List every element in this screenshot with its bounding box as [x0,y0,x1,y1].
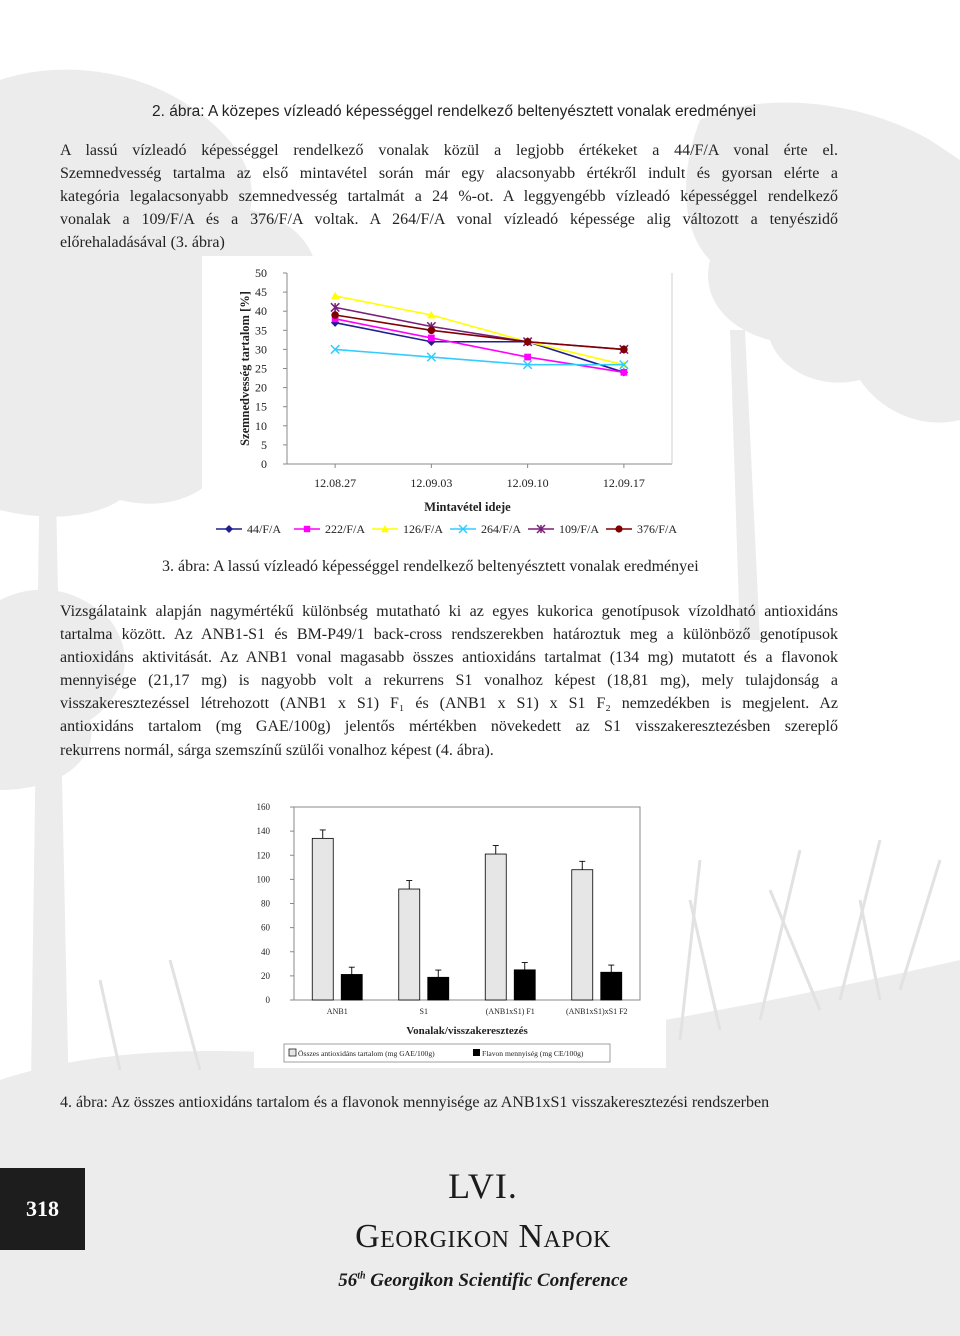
y-tick-label: 160 [256,802,270,812]
y-tick-label: 60 [261,922,270,933]
figure-3-line-chart [202,256,682,546]
square-marker [304,526,310,532]
figure-3-caption: 3. ábra: A lassú vízleadó képességgel rendelkező beltenyésztett vonalak eredményei [162,558,699,575]
x-tick-label: 12.09.03 [410,476,453,490]
legend-label: 376/F/A [637,522,678,536]
y-tick-label: 120 [256,850,270,861]
paragraph-line: rekurrens normál, sárga szemszínű szülői vonalhoz képest (4. ábra). [60,741,494,759]
y-tick-label: 40 [261,946,270,957]
legend-swatch [473,1049,480,1056]
y-tick-label: 20 [261,970,270,981]
paragraph-line: antioxidáns aktivitását. Az ANB1 vonal magasabb összes antioxidáns tartalmat (134 mg) mutatott és a flavonok [60,649,838,667]
footer-sub-text: Georgikon Scientific Conference [365,1270,628,1291]
figure-4-bar-chart [254,788,666,1068]
legend-label: Összes antioxidáns tartalom (mg GAE/100g) [298,1049,435,1058]
bar-flavon [601,972,622,1000]
x-tick-label: S1 [419,1007,428,1016]
x-tick-label: (ANB1xS1) F1 [485,1007,535,1016]
circle-marker [331,311,339,319]
footer-sub-sup: th [357,1270,366,1282]
y-tick-label: 100 [256,874,270,885]
paragraph-antioxidant [60,600,838,762]
figure-4-caption: 4. ábra: Az összes antioxidáns tartalom és a flavonok mennyisége az ANB1xS1 visszakeresztezési rendszerben [60,1094,770,1111]
bar-antioxidant [399,889,420,1000]
x-tick-label: ANB1 [326,1007,348,1016]
paragraph-line: Szemnedvesség tartalma az első mintavétel során már egy alacsonyabb értékről indult és gyorsan elérte a [60,165,838,183]
square-marker [524,354,531,361]
x-axis-title: Vonalak/visszakeresztezés [406,1025,528,1037]
y-tick-label: 0 [261,457,267,471]
page-number: 318 [26,1196,59,1221]
line-chart-svg [202,256,682,546]
y-axis-title: Szemnedvesség tartalom [%] [238,291,252,446]
y-tick-label: 30 [255,342,267,357]
paragraph-line: kategória legalacsonyabb szemnedvesség tartalmát a 24 %-ot. A leggyengébb vízleadó képességgel rendelkező [60,188,838,206]
paragraph-line: A lassú vízleadó képességgel rendelkező vonalak közül a legjobb értékeket a 44/F/A vonal érte el. [60,142,838,159]
square-marker [621,369,628,376]
paragraph-line: antioxidáns tartalom (mg GAE/100g) jelentős mértékben növekedett az S1 visszakeresztezésben szereplő [60,718,838,736]
footer-conference-subtitle [305,1270,661,1292]
legend-label: 222/F/A [325,522,366,536]
x-tick-label: 12.08.27 [314,476,357,490]
legend-label: 126/F/A [403,522,444,536]
y-tick-label: 0 [265,995,270,1005]
legend-swatch [289,1049,296,1056]
footer-conference-title: Georgikon Napok [355,1218,611,1255]
bar-antioxidant [572,870,593,1000]
x-axis-title: Mintavétel ideje [424,500,511,514]
chart-legend [284,1044,610,1062]
y-tick-label: 80 [261,898,270,909]
paragraph-line: mennyisége (21,17 mg) is nagyobb volt a rekurrens S1 vonalhoz képest (18,81 mg), mely tulajdonság a [60,672,838,690]
x-tick-label: 12.09.10 [506,476,549,490]
paragraph-slow-drying-lines [60,139,838,254]
legend-label: 264/F/A [481,522,522,536]
paragraph-line: Vizsgálataink alapján nagymértékű különbség mutatható ki az egyes kukorica genotípusok vízoldható antioxidáns [60,603,838,620]
y-tick-label: 5 [261,437,267,452]
legend-label: Flavon mennyiség (mg CE/100g) [482,1049,584,1058]
bar-antioxidant [312,838,333,1000]
y-tick-label: 25 [255,361,267,376]
paragraph-line: visszakeresztezéssel létrehozott (ANB1 x S1) F₁ és (ANB1 x S1) x S1 F₂ nemzedékben is megjelent. Az [60,695,838,713]
y-tick-label: 40 [255,304,267,319]
legend-label: 44/F/A [247,522,282,536]
bar-chart-svg [254,788,666,1068]
y-tick-label: 10 [255,418,267,433]
footer-sub-number: 56 [338,1270,358,1291]
square-marker [428,335,435,342]
footer-roman-numeral: LVI. [448,1166,518,1206]
circle-marker [620,346,628,354]
x-tick-label: (ANB1xS1)xS1 F2 [565,1007,628,1016]
bar-antioxidant [485,854,506,1000]
legend-label: 109/F/A [559,522,600,536]
bar-flavon [341,974,362,1000]
bar-flavon [514,970,535,1000]
y-tick-label: 15 [255,399,267,414]
paragraph-line: előrehaladásával (3. ábra) [60,234,225,252]
chart-legend [206,518,678,540]
bar-flavon [428,977,449,1000]
circle-marker [524,338,532,346]
paragraph-line: vonalak a 109/F/A és a 376/F/A voltak. A 264/F/A vonal vízleadó képessége alig változott a tenyészidő [60,211,838,229]
y-tick-label: 140 [256,826,270,837]
y-tick-label: 20 [255,380,267,395]
figure-2-caption: 2. ábra: A közepes vízleadó képességgel rendelkező beltenyésztett vonalak eredményei [152,103,757,120]
circle-marker [615,525,622,532]
circle-marker [428,327,436,335]
y-tick-label: 45 [255,285,267,300]
x-tick-label: 12.09.17 [602,476,645,490]
y-tick-label: 35 [255,323,267,338]
y-tick-label: 50 [255,266,267,280]
paragraph-line: tartalma között. Az ANB1-S1 és BM-P49/1 back-cross rendszerekben határoztuk meg a különböző genotípusok [60,626,838,644]
